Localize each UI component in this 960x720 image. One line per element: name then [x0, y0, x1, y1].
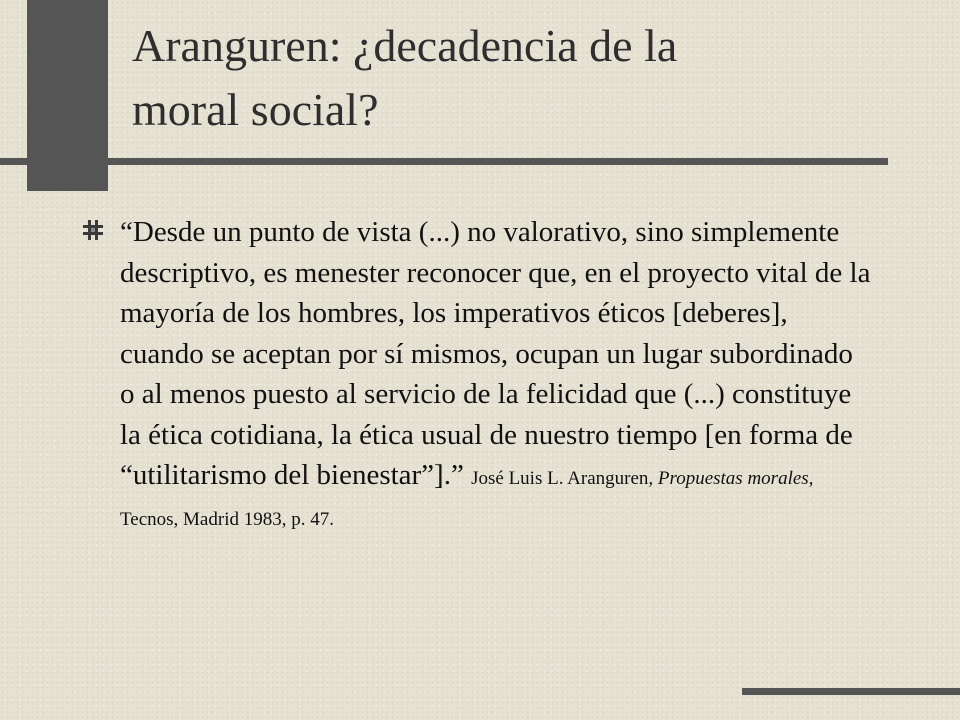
decorative-bottom-line	[742, 688, 960, 695]
citation-author: José Luis L. Aranguren,	[471, 468, 654, 489]
citation-work-title: Propuestas morales,	[657, 468, 814, 489]
slide-title	[132, 14, 932, 142]
hash-bullet-icon	[82, 219, 104, 241]
quote-text: “Desde un punto de vista (...) no valorativo, sino simplemente descriptivo, es menester reconocer que, en el proyecto vital de la mayoría de los hombres, los imperativos éticos [deberes], cuando se aceptan por sí mismos, ocupan un lugar subordinado o al menos puesto al servicio de la felicidad que (...) constituye la ética cotidiana, la ética usual de nuestro tiempo [en forma de “utilitarismo del bienestar”].”	[120, 216, 871, 491]
slide-title-line-1: Aranguren: ¿decadencia de la	[132, 20, 678, 71]
decorative-title-underline	[0, 158, 888, 165]
citation-publisher: Tecnos, Madrid 1983, p. 47.	[120, 508, 334, 530]
quote-bullet-item	[82, 212, 872, 536]
quote-paragraph	[120, 212, 872, 536]
slide-title-line-2: moral social?	[132, 84, 379, 135]
